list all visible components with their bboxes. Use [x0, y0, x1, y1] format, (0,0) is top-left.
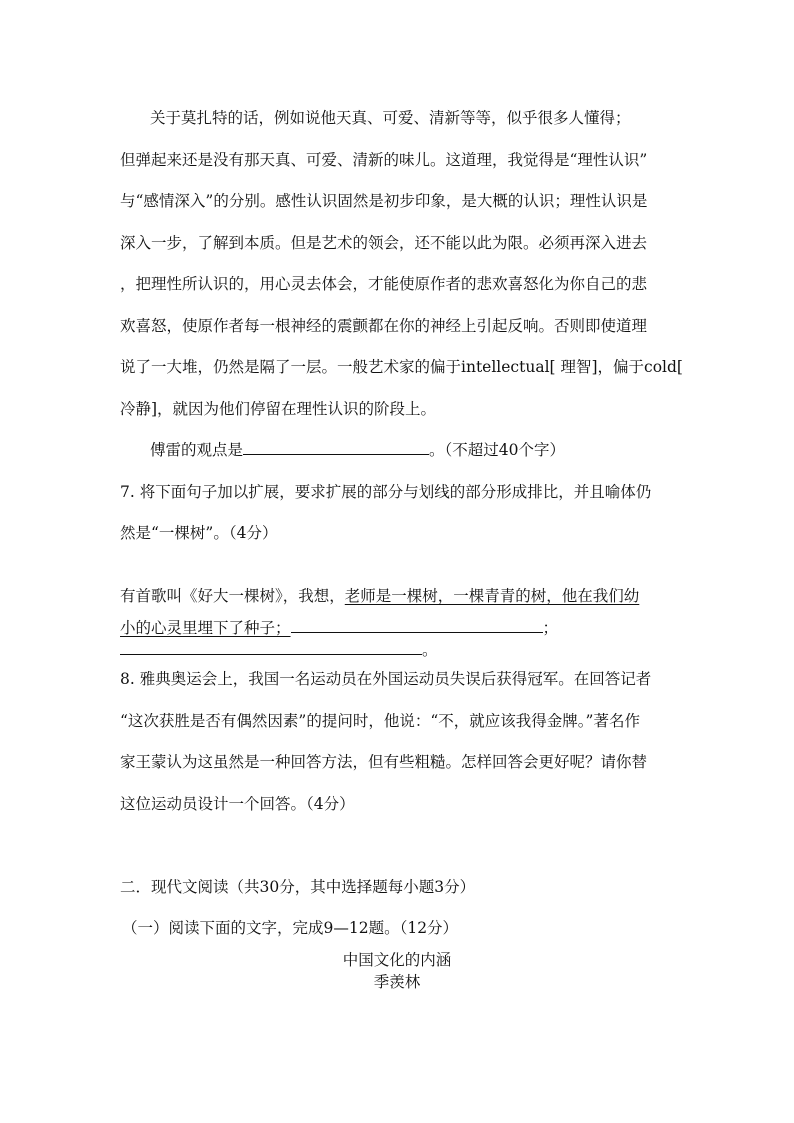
- q7-line: 然是“一棵树”。（4分）: [120, 524, 278, 542]
- passage-line: 与“感情深入”的分别。感性认识固然是初步印象，是大概的认识；理性认识是: [120, 192, 648, 210]
- answer-blank[interactable]: [243, 440, 429, 455]
- q8-line: 家王蒙认为这虽然是一种回答方法，但有些粗糙。怎样回答会更好呢？请你替: [120, 753, 648, 771]
- passage-line: 欢喜怒，使原作者每一根神经的震颤都在你的神经上引起反响。否则即使道理: [120, 317, 648, 335]
- passage-line: 冷静]，就因为他们停留在理性认识的阶段上。: [120, 400, 437, 418]
- passage-line: 深入一步，了解到本质。但是艺术的领会，还不能以此为限。必须再深入进去: [120, 234, 648, 252]
- answer-blank[interactable]: [291, 618, 543, 633]
- subsection-heading: （一）阅读下面的文字，完成9—12题。（12分）: [122, 919, 459, 937]
- q8-line: “这次获胜是否有偶然因素”的提问时，他说：“不，就应该我得金牌。”著名作: [120, 712, 640, 730]
- passage-line: 说了一大堆，仍然是隔了一层。一般艺术家的偏于intellectual[ 理智]，偏于cold[: [120, 358, 683, 376]
- section-heading: 二．现代文阅读（共30分，其中选择题每小题3分）: [120, 878, 476, 896]
- q7-sentence-cont: [120, 618, 558, 638]
- q8-line: 这位运动员设计一个回答。（4分）: [120, 795, 355, 813]
- q7-underlined: 老师是一棵树，一棵青青的树，他在我们幼: [344, 587, 640, 605]
- article-author: 季羡林: [373, 973, 421, 991]
- q7-sentence: [120, 586, 639, 606]
- fulei-question-suffix: 。（不超过40个字）: [429, 441, 565, 459]
- q7-period: 。: [422, 641, 438, 659]
- fulei-question: [150, 440, 565, 460]
- q8-line: 8. 雅典奥运会上，我国一名运动员在外国运动员失误后获得冠军。在回答记者: [120, 670, 652, 688]
- article-title: 中国文化的内涵: [342, 951, 452, 969]
- q7-sentence-prefix: 有首歌叫《好大一棵树》，我想，: [120, 587, 345, 605]
- fulei-question-prefix: 傅雷的观点是: [150, 441, 244, 459]
- q7-semicolon: ；: [542, 619, 559, 637]
- answer-blank[interactable]: [120, 640, 422, 655]
- q7-underlined: 小的心灵里埋下了种子；: [120, 619, 291, 637]
- passage-line: 关于莫扎特的话，例如说他天真、可爱、清新等等，似乎很多人懂得；: [150, 109, 631, 127]
- passage-line: ，把理性所认识的，用心灵去体会，才能使原作者的悲欢喜怒化为你自己的悲: [120, 275, 648, 293]
- q7-answer-line: [120, 640, 438, 660]
- passage-line: 但弹起来还是没有那天真、可爱、清新的味儿。这道理，我觉得是“理性认识”: [120, 151, 648, 169]
- q7-line: 7. 将下面句子加以扩展，要求扩展的部分与划线的部分形成排比，并且喻体仍: [120, 483, 652, 501]
